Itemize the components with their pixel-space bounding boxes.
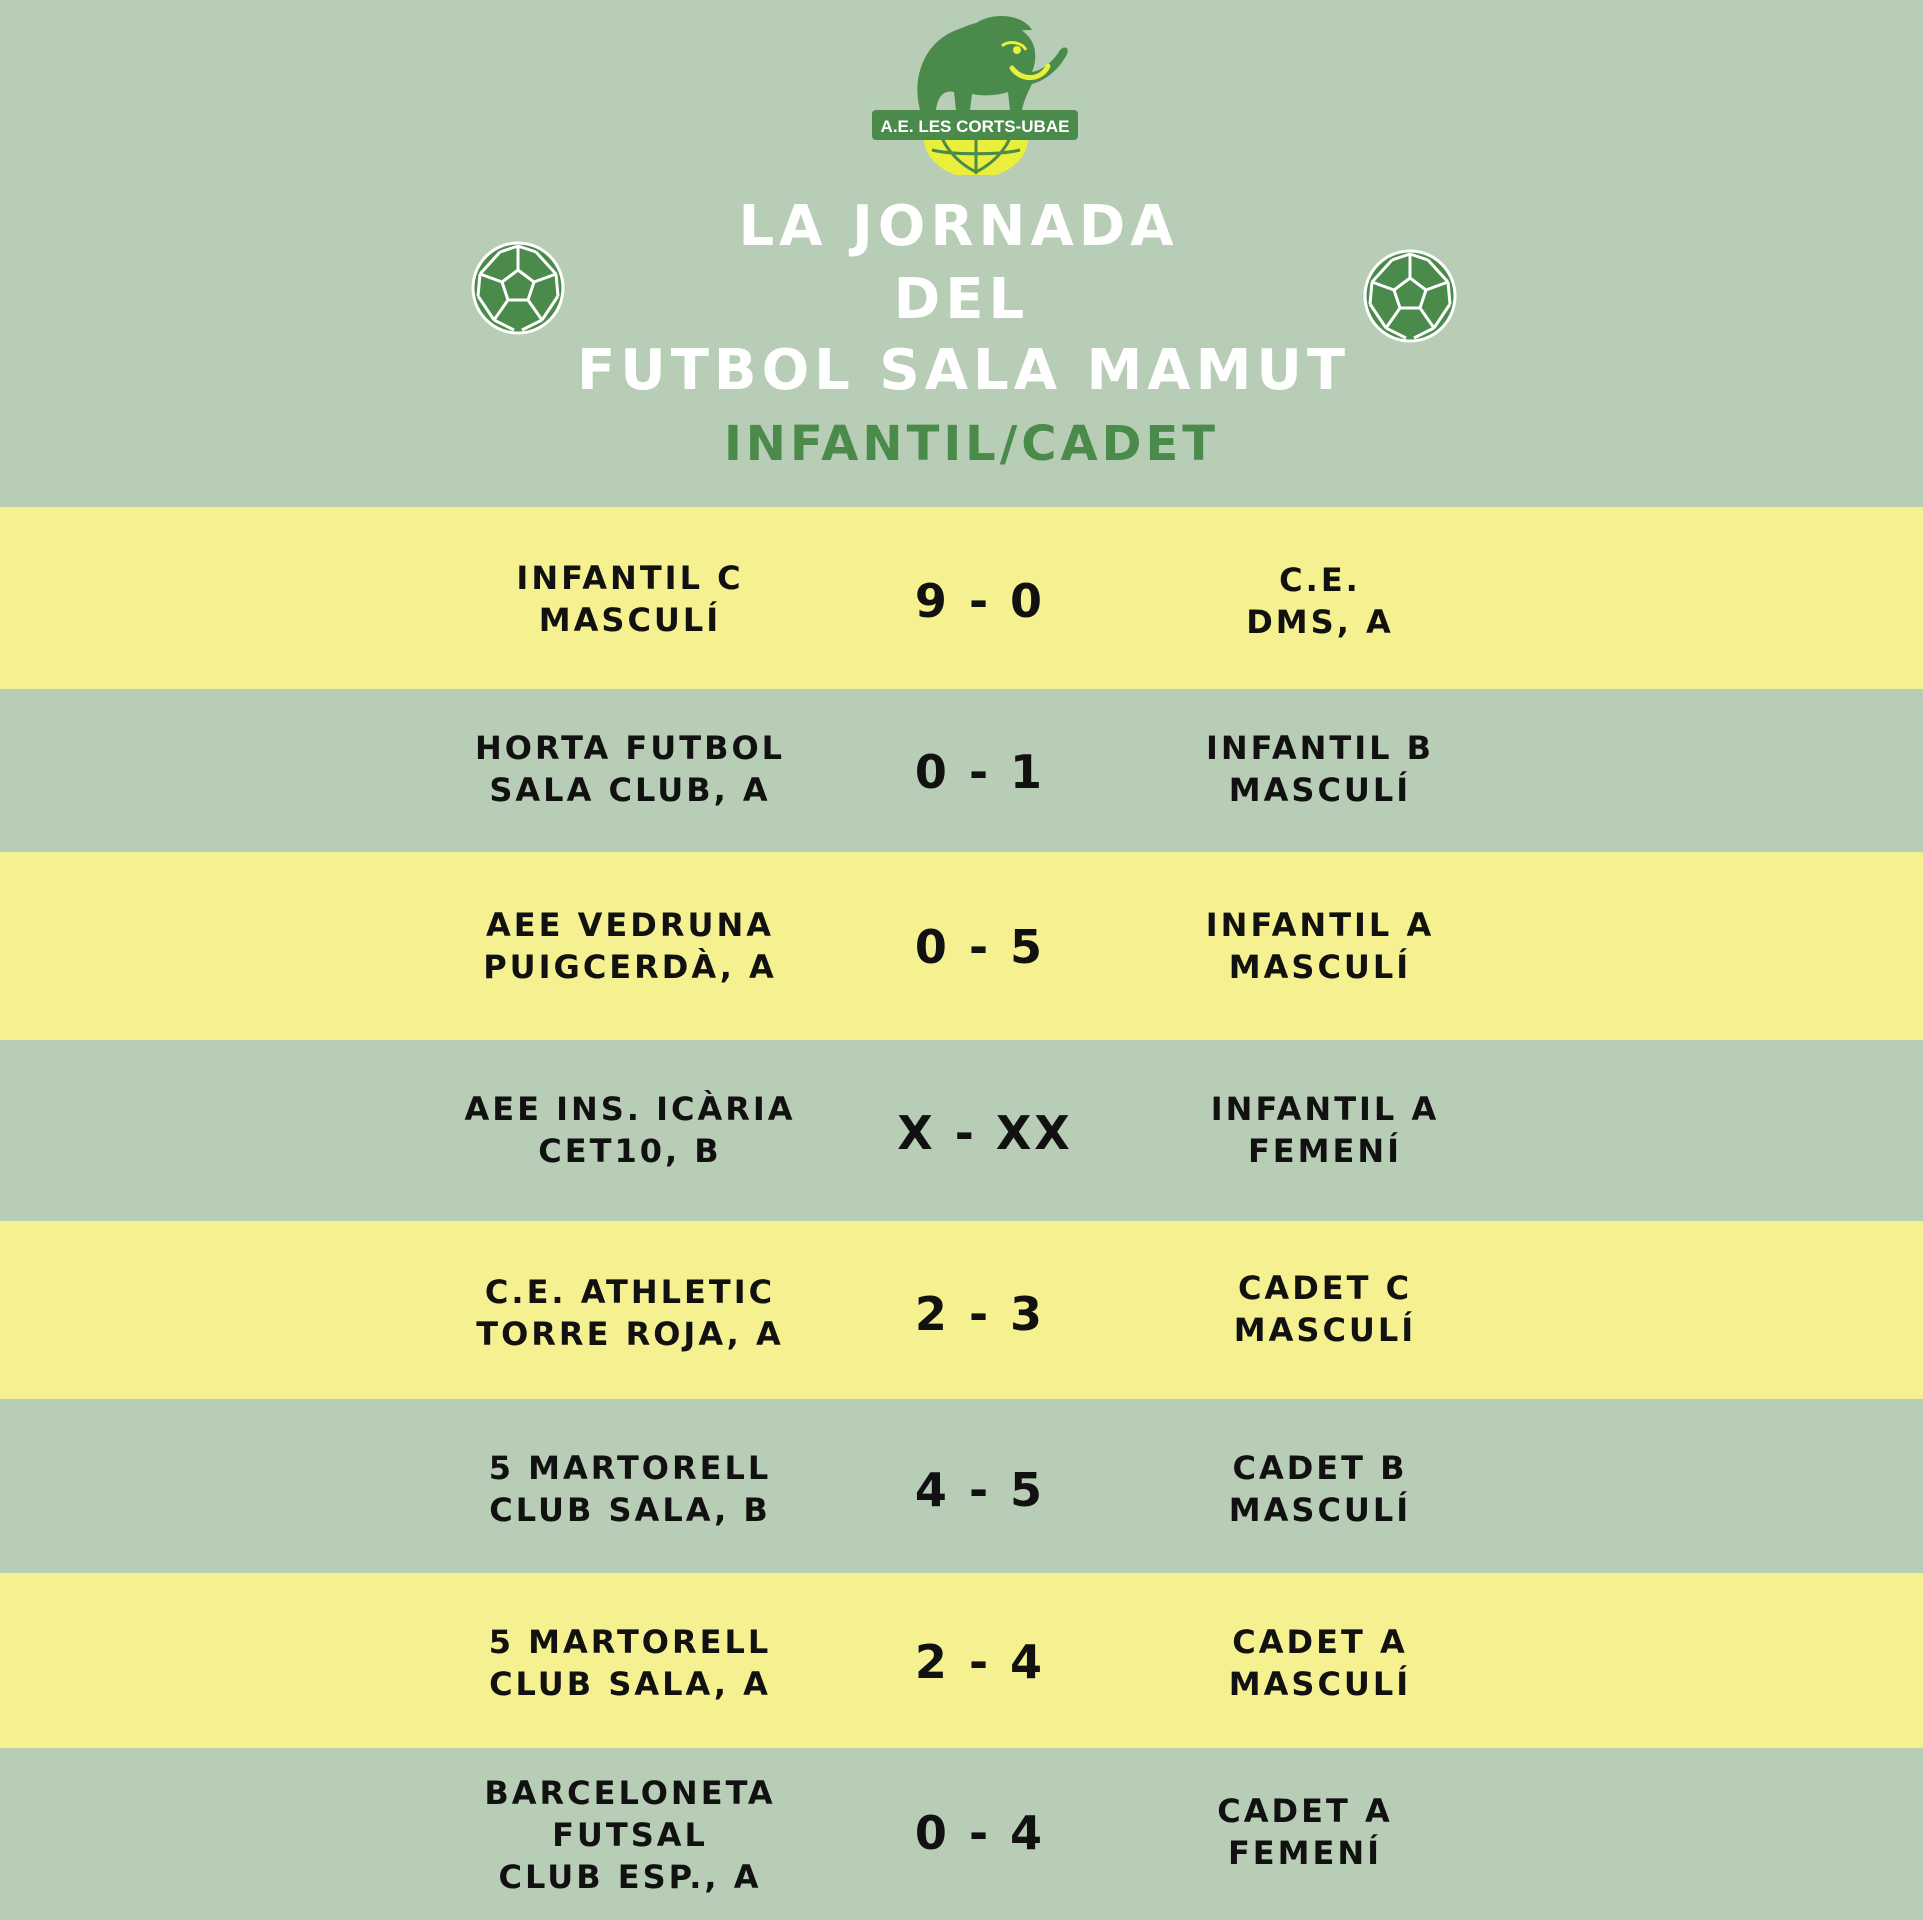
match-score: 9 - 0 [914, 574, 1046, 628]
away-team: INFANTIL A FEMENÍ [1210, 1090, 1440, 1170]
home-team: 5 MARTORELL CLUB SALA, B [488, 1449, 772, 1529]
match-score: 0 - 4 [914, 1806, 1046, 1860]
away-team: CADET B MASCULÍ [1228, 1449, 1412, 1529]
away-team: INFANTIL A MASCULÍ [1205, 906, 1435, 986]
match-row [0, 852, 1923, 1040]
subtitle: INFANTIL/CADET [723, 416, 1220, 472]
match-score: 0 - 5 [914, 920, 1046, 974]
title-line-2: DEL [893, 267, 1030, 332]
home-team: INFANTIL C MASCULÍ [516, 559, 744, 639]
home-team: AEE INS. ICÀRIA CET10, B [464, 1090, 796, 1170]
club-logo [872, 10, 1078, 175]
match-row [0, 1221, 1923, 1399]
match-row [0, 689, 1923, 852]
match-row [0, 507, 1923, 689]
home-team: HORTA FUTBOL SALA CLUB, A [474, 729, 786, 809]
match-row [0, 1573, 1923, 1748]
match-score: X - XX [897, 1106, 1073, 1160]
away-team: CADET A FEMENÍ [1217, 1792, 1393, 1872]
match-score: 2 - 3 [914, 1287, 1046, 1341]
away-team: CADET C MASCULÍ [1233, 1269, 1417, 1349]
home-team: 5 MARTORELL CLUB SALA, A [488, 1623, 772, 1703]
match-score: 4 - 5 [914, 1463, 1046, 1517]
away-team: CADET A MASCULÍ [1228, 1623, 1412, 1703]
match-row [0, 1748, 1923, 1920]
away-team: INFANTIL B MASCULÍ [1205, 729, 1435, 809]
home-team: AEE VEDRUNA PUIGCERDÀ, A [483, 906, 777, 986]
home-team: BARCELONETA FUTSAL CLUB ESP., A [484, 1774, 776, 1896]
match-score: 2 - 4 [914, 1635, 1046, 1689]
match-score: 0 - 1 [914, 745, 1046, 799]
match-row [0, 1399, 1923, 1573]
match-row [0, 1040, 1923, 1221]
title-line-1: LA JORNADA [738, 194, 1179, 259]
logo-text: A.E. LES CORTS-UBAE [880, 117, 1070, 136]
away-team: C.E. DMS, A [1246, 561, 1394, 641]
title-line-3: FUTBOL SALA MAMUT [576, 338, 1351, 403]
home-team: C.E. ATHLETIC TORRE ROJA, A [476, 1273, 784, 1353]
